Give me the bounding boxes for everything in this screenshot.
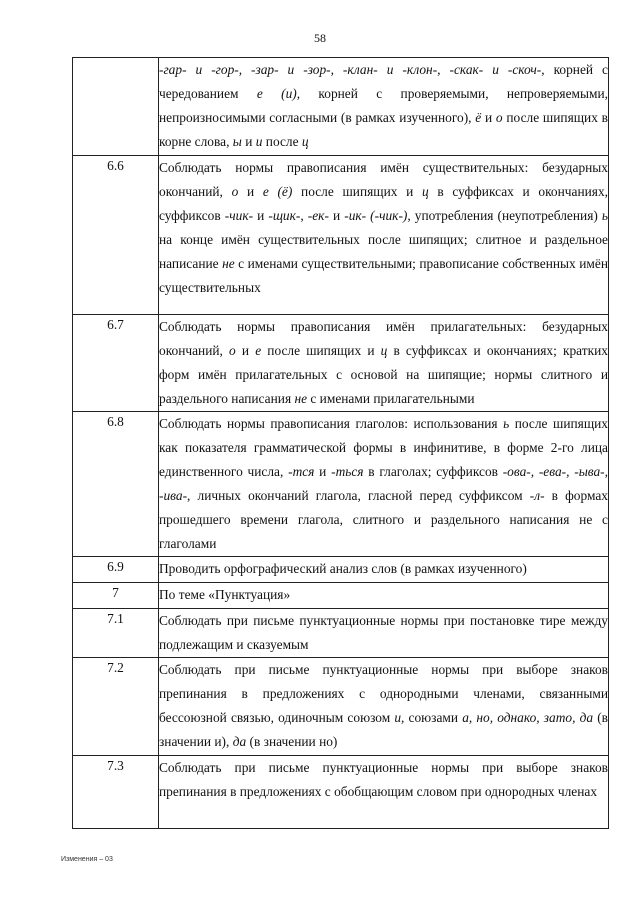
row-description-cell: [159, 583, 609, 609]
table-row: [73, 756, 609, 829]
italic-fragment: не: [222, 256, 235, 271]
table-row: [73, 412, 609, 557]
row-description-cell: [159, 756, 609, 829]
row-code-cell: [73, 412, 159, 557]
row-description-cell: [159, 557, 609, 583]
row-code: 6.8: [107, 414, 124, 429]
row-code-cell: [73, 315, 159, 412]
text-fragment: и: [481, 110, 496, 125]
row-description-cell: [159, 315, 609, 412]
text-fragment: в суффиксах и окончаниях; кратких форм имён прилагательных с основой на шипящие; нормы слитного и раздельного написания: [159, 343, 608, 406]
text-fragment: и: [314, 464, 332, 479]
text-fragment: в формах прошедшего времени глагола, слитного и раздельного написания не с глаголами: [159, 488, 608, 551]
italic-fragment: ы: [232, 134, 242, 149]
text-fragment: с именами прилагательными: [307, 391, 475, 406]
italic-fragment: е: [255, 343, 262, 358]
italic-fragment: ь: [503, 416, 510, 431]
text-fragment: на конце имён существительных после шипящих; слитное и раздельное написание: [159, 232, 608, 271]
table-row: [73, 557, 609, 583]
text-fragment: Соблюдать нормы правописания имён прилагательных: безударных окончаний,: [159, 319, 608, 358]
italic-fragment: а, но, однако, зато, да: [462, 710, 594, 725]
row-code-cell: [73, 609, 159, 658]
row-code: 7.2: [107, 660, 124, 675]
italic-fragment: ц: [380, 343, 388, 358]
table-row: [73, 609, 609, 658]
italic-fragment: не: [294, 391, 308, 406]
row-code: [73, 58, 158, 59]
italic-fragment: -тся: [288, 464, 315, 479]
italic-fragment: е (ё): [262, 184, 293, 199]
italic-fragment: ц: [301, 134, 309, 149]
italic-fragment: о: [231, 184, 239, 199]
italic-fragment: о: [495, 110, 503, 125]
text-fragment: и: [253, 208, 269, 223]
row-description-cell: [159, 58, 609, 156]
text-fragment: ,: [300, 208, 308, 223]
row-description-cell: [159, 156, 609, 315]
text-fragment: с именами существительными; правописание собственных имён существительных: [159, 256, 608, 295]
text-fragment: , союзами: [401, 710, 463, 725]
italic-fragment: -ек-: [307, 208, 329, 223]
italic-fragment: -ться: [331, 464, 364, 479]
row-description-cell: [159, 609, 609, 658]
italic-fragment: -ова-, -ева-, -ыва-, -ива-: [159, 464, 608, 503]
text-fragment: (в значении и),: [159, 710, 608, 749]
table-row: [73, 156, 609, 315]
row-code: 7.1: [107, 611, 124, 626]
text-fragment: в глаголах; суффиксов: [363, 464, 503, 479]
row-description-cell: [159, 412, 609, 557]
row-code: 7: [112, 585, 119, 600]
row-code: 6.7: [107, 317, 124, 332]
text-fragment: , корней с чередованием: [159, 62, 608, 101]
italic-fragment: и: [255, 134, 263, 149]
text-fragment: после: [262, 134, 302, 149]
text-fragment: Соблюдать при письме пунктуационные нормы при выборе знаков препинания в предложениях с однородными членами, связанными бессоюзной связью, одиночным союзом: [159, 662, 608, 725]
text-fragment: , корней с проверяемыми, непроверяемыми, непроизносимыми согласными (в рамках изученного),: [159, 86, 608, 125]
italic-fragment: -ик- (-чик-): [344, 208, 408, 223]
row-code: 6.9: [107, 559, 124, 574]
text-fragment: Проводить орфографический анализ слов (в рамках изученного): [159, 561, 527, 576]
row-code-cell: [73, 58, 159, 156]
italic-fragment: -гар- и -гор-, -зар- и -зор-, -клан- и -клон-, -скак- и -скоч-: [159, 62, 542, 77]
row-code-cell: [73, 156, 159, 315]
text-fragment: после шипящих и: [261, 343, 381, 358]
text-fragment: и: [235, 343, 256, 358]
text-fragment: и: [238, 184, 263, 199]
text-fragment: Соблюдать нормы правописания имён существительных: безударных окончаний,: [159, 160, 608, 199]
table-row: [73, 583, 609, 609]
italic-fragment: ц: [421, 184, 429, 199]
text-fragment: после шипящих и: [292, 184, 422, 199]
table-row: [73, 658, 609, 756]
text-fragment: после шипящих как показателя грамматической формы в инфинитиве, в форме 2-го лица единственного числа,: [159, 416, 608, 479]
page-number: 58: [314, 31, 326, 45]
text-fragment: , личных окончаний глагола, гласной перед суффиксом: [187, 488, 530, 503]
italic-fragment: е (и): [256, 86, 297, 101]
italic-fragment: о: [229, 343, 236, 358]
text-fragment: (в значении но): [246, 734, 338, 749]
row-code-cell: [73, 557, 159, 583]
row-code: 7.3: [107, 758, 124, 773]
text-fragment: По теме «Пунктуация»: [159, 587, 291, 602]
text-fragment: Соблюдать нормы правописания глаголов: использования: [159, 416, 504, 431]
italic-fragment: и: [394, 710, 402, 725]
row-code: 6.6: [107, 158, 124, 173]
row-code-cell: [73, 583, 159, 609]
italic-fragment: -чик-: [224, 208, 254, 223]
italic-fragment: -л-: [529, 488, 545, 503]
row-code-cell: [73, 658, 159, 756]
text-fragment: Соблюдать при письме пунктуационные нормы при выборе знаков препинания в предложениях с обобщающим словом при однородных членах: [159, 760, 608, 799]
italic-fragment: -щик-: [268, 208, 301, 223]
italic-fragment: ь: [601, 208, 608, 223]
requirements-table: [72, 57, 609, 829]
row-description-cell: [159, 658, 609, 756]
text-fragment: Соблюдать при письме пунктуационные нормы при постановке тире между подлежащим и сказуемым: [159, 613, 608, 652]
text-fragment: и: [328, 208, 345, 223]
text-fragment: в суффиксах и окончаниях, суффиксов: [159, 184, 608, 223]
table-row: [73, 58, 609, 156]
text-fragment: и: [241, 134, 256, 149]
text-fragment: , употребления (неупотребления): [407, 208, 602, 223]
footer-revision: Изменения – 03: [61, 856, 113, 863]
italic-fragment: ё: [475, 110, 482, 125]
table-row: [73, 315, 609, 412]
italic-fragment: да: [232, 734, 247, 749]
text-fragment: после шипящих в корне слова,: [159, 110, 608, 149]
row-code-cell: [73, 756, 159, 829]
